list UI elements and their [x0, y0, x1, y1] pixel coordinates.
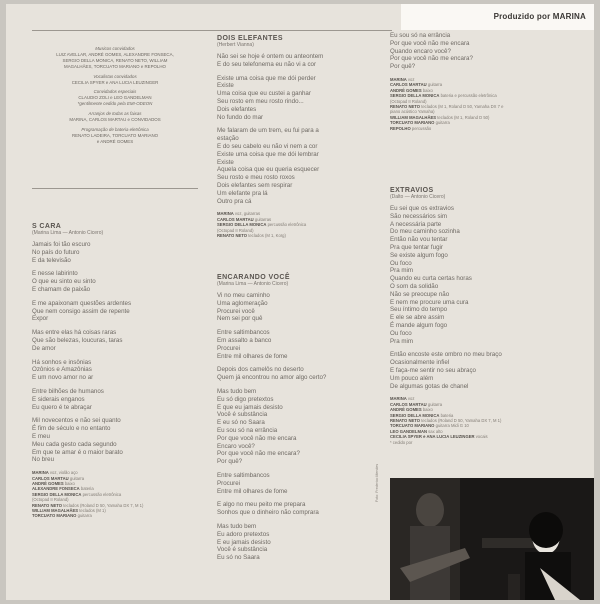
lyric-line: É mande algum fogo [390, 321, 448, 329]
musician-credit [32, 513, 143, 518]
lyric-line: Encaro você? [217, 442, 255, 450]
musician-role: teclados (M 1, Roland D 50) [437, 114, 490, 120]
lyric-line: Se existe algum fogo [390, 251, 448, 259]
musician-role: guitarra [77, 513, 92, 519]
lyric-line: Que nem consigo assim de repente [32, 307, 130, 315]
song-title: S CARA [32, 223, 62, 230]
lyric-line: Entre mil olhares de fome [217, 487, 288, 495]
lyric-line: No país do futuro [32, 248, 80, 256]
lyric-line: E que eu jamais desisto [217, 403, 283, 411]
musician-role: guitarras [254, 216, 272, 222]
lyric-line: De algumas gotas de chanel [390, 382, 469, 390]
lyric-line: Nem sei por quê [217, 315, 263, 323]
lyric-line: Eu sou só na errância [390, 32, 451, 39]
lyric-line: Mil novecentos e não sei quanto [32, 417, 121, 425]
lyric-line: Eu adoro pretextos [217, 530, 270, 538]
musician-name: MARINA [32, 470, 49, 476]
musician-role: bateria [440, 412, 454, 418]
lyric-sheet [6, 4, 594, 600]
musician-name: LEO GANDELMAN [390, 428, 427, 434]
lyric-line: Por quê? [217, 458, 243, 466]
lyric-line: É fim de século e no entanto [32, 425, 111, 433]
musician-role: baixo [422, 407, 433, 413]
lyric-line: Por que você não me encara? [390, 55, 473, 63]
lyric-line: Existe [217, 82, 234, 90]
lyric-line: Em que te amar é o maior barato [32, 448, 123, 456]
credit-line: RENATO LADEIRA, TORCUATO MARIANO [71, 132, 159, 138]
musician-name: REPOLHO [390, 125, 411, 131]
musician-name: WILLIAM MAGALHÃES [390, 114, 437, 120]
song-authors: (Herbert Vianna) [217, 42, 254, 48]
lyric-line: Entre saltimbancos [217, 329, 270, 337]
producer-banner [401, 4, 594, 30]
musician-role: voz [407, 396, 415, 402]
credit-line: CECILIA SPYER e ANA LUCIA LEUZINGER [71, 79, 159, 85]
lyric-line: Há sonhos e insônias [32, 358, 92, 366]
musician-name: ALEXANDRE FONSECA [32, 486, 80, 492]
lyric-line: E do seu telefonema eu não vi a cor [217, 60, 317, 68]
musician-role: vocais [475, 434, 488, 440]
lyric-line: Um elefante pra lá [217, 189, 268, 197]
lyric-line: No fundo do mar [217, 113, 264, 121]
divider [32, 30, 392, 31]
lyric-line: Que são belezas, loucuras, taras [32, 336, 123, 344]
lyric-line: Não se preocupe não [390, 290, 450, 298]
lyric-line: Entre mil olhares de fome [217, 352, 288, 360]
lyric-line: Uma aglomeração [217, 299, 268, 307]
musician-name: ANDRÉ GOMES [390, 407, 422, 413]
lyric-line: Não sei se hoje é ontem ou anteontem [217, 53, 324, 60]
song-extravios [390, 187, 502, 445]
musician-role: guitarra [435, 120, 450, 126]
lyric-line: Procurei [217, 344, 241, 352]
lyric-line: Entre bilhões de humanos [32, 387, 104, 395]
lyric-line: E do seu cabelo eu não vi nem a cor [217, 142, 318, 150]
lyric-line: Meu cada gesto cada segundo [32, 440, 117, 448]
musician-name: SERGIO DELLA MONICA [390, 412, 440, 418]
lyric-line: E algo no meu peito me prepara [217, 501, 306, 509]
divider [32, 188, 198, 189]
lyric-line: E meu [32, 432, 50, 440]
song-title: ENCARANDO VOCÊ [217, 274, 290, 281]
lyric-line: E da televisão [32, 256, 71, 264]
musician-role: * cedido por [390, 439, 413, 445]
lyric-line: Quem já encontrou no amor algo certo? [217, 374, 327, 382]
album-credits [32, 46, 198, 145]
musician-name: WILLIAM MAGALHÃES [32, 507, 79, 513]
credit-line: *gentilmente cedido pela EMI-ODEON [77, 101, 153, 107]
musician-role: (Octopad II Roland) [32, 497, 69, 503]
musician-role: teclados (Roland D 50, Yamaha DX 7, M 1) [421, 417, 502, 423]
musician-role: piano acústico Yamaha) [390, 109, 435, 115]
lyric-line: São necessários sim [390, 212, 448, 220]
lyric-line: E eu jamais desisto [217, 538, 271, 546]
musician-role: baixo [422, 87, 433, 93]
musician-role: percussão eletrônica [267, 222, 307, 228]
lyric-line: E chamam de paixão [32, 285, 91, 293]
lyric-line: Ocasionalmente infiel [390, 359, 450, 367]
musician-name: SERGIO DELLA MONICA [32, 491, 82, 497]
credit-line: e ANDRÉ GOMES [96, 138, 134, 144]
musician-credit [217, 233, 323, 238]
lyric-line: Do meu caminho sozinha [390, 228, 460, 236]
musician-role: baixo [64, 480, 75, 486]
lyric-line: Me falaram de um trem, eu fui para a [217, 127, 319, 135]
musician-name: MARINA [217, 211, 234, 217]
producer-label: Produzido por MARINA [493, 12, 586, 21]
musician-role: voz, guitarras [234, 211, 261, 217]
musician-credit [390, 440, 502, 445]
musician-role: bateria [80, 486, 94, 492]
lyric-line: Vi no meu caminho [217, 292, 270, 299]
lyric-line: Em assalto a banco [217, 336, 272, 344]
lyric-line: Uma coisa que eu custei a ganhar [217, 90, 311, 98]
musician-role: guitarra [69, 475, 85, 481]
lyric-line: Quando eu curta certas horas [390, 275, 472, 283]
musician-role: voz, violão aço [49, 470, 78, 476]
lyric-line: No breu [32, 456, 55, 464]
song-encarando-continued [390, 32, 503, 131]
musician-role: teclados (M 1, Korg) [248, 232, 286, 238]
musician-name: CARLOS MARTAU [32, 475, 69, 481]
lyric-line: Então não vou tentar [390, 236, 448, 244]
lyric-line: Seu rosto em meu rosto rindo... [217, 97, 304, 105]
credit-line: Arranjos de todas as faixas [88, 111, 142, 117]
musician-role: percussão [411, 125, 432, 131]
credit-line: Convidados especiais [93, 89, 137, 95]
lyric-line: E nesse labirinto [32, 270, 78, 278]
lyric-line: Mas tudo bem [217, 387, 257, 395]
musician-role: voz [407, 76, 415, 82]
credit-line: MAGALHÃES, TORCUATO MARIANO e REPOLHO [64, 63, 166, 69]
lyric-line: Seu rosto e meu rosto roxos [217, 174, 295, 182]
musician-role: guitarra Midi G 10 [435, 423, 469, 429]
musician-name: RENATO NETO [390, 417, 421, 423]
lyric-line: Aquela coisa que eu queria esquecer [217, 166, 320, 174]
band-photo-image [390, 478, 594, 600]
lyric-line: Eu quero é te abraçar [32, 403, 92, 411]
lyric-line: Sonhos que o dinheiro não comprara [217, 509, 319, 517]
credit-line: CLAUDIO ZOLI e LEO GANDELMAN [78, 95, 152, 101]
musician-name: CARLOS MARTAU [390, 82, 427, 88]
lyric-line: O que eu sinto eu sinto [32, 278, 96, 286]
musician-role: percussão eletrônica [82, 491, 122, 497]
musician-name: TORCUATO MARIANO [32, 513, 77, 519]
musician-name: ANDRÉ GOMES [390, 87, 422, 93]
lyric-line: E siderais enganos [32, 395, 85, 403]
lyric-line: Expor [32, 315, 49, 323]
lyric-line: Então encoste este ombro no meu braço [390, 351, 502, 359]
musician-name: RENATO NETO [390, 104, 421, 110]
lyric-line: A necessária parte [390, 220, 442, 228]
lyric-line: Eu só no Saara [217, 554, 260, 562]
musician-name: MARINA [390, 76, 407, 82]
lyric-line: Mas tudo bem [217, 522, 257, 530]
credit-line: MARINA, CARLOS MARTAU e CONVIDADOS [69, 117, 161, 123]
song-authors: (Marina Lima — Antonio Cicero) [217, 281, 289, 287]
lyric-line: Ou foco [390, 329, 412, 337]
musician-name: CARLOS MARTAU [390, 401, 427, 407]
song-authors: (Dalto — Antonio Cicero) [390, 194, 446, 200]
musician-role: (Octopad II Roland) [390, 98, 427, 104]
musician-name: RENATO NETO [32, 502, 63, 508]
lyric-line: E faça-me sentir no seu abraço [390, 366, 476, 374]
lyric-line: Existe [217, 158, 234, 166]
lyric-line: Mas entre elas há coisas raras [32, 329, 117, 337]
lyric-line: Por que você não me encara [217, 434, 297, 442]
lyric-line: Entre saltimbancos [217, 471, 270, 479]
musician-name: TORCUATO MARIANO [390, 120, 435, 126]
lyric-line: E ele se abre assim [390, 314, 445, 322]
song-dois-elefantes [217, 35, 323, 238]
lyric-line: Seu íntimo do tempo [390, 306, 448, 314]
credit-line: Programação de bateria eletrônica [81, 126, 149, 132]
musician-role: guitarra [427, 82, 443, 88]
lyric-line: Ozônios e Amazônias [32, 366, 92, 374]
musician-name: SERGIO DELLA MONICA [390, 93, 440, 99]
musician-name: CARLOS MARTAU [217, 216, 254, 222]
lyric-line: Existe uma coisa que me dói perder [217, 74, 316, 82]
lyric-line: Pra mim [390, 337, 414, 345]
lyric-line: Por que você não me encara? [217, 450, 300, 458]
lyric-line: Eu sou só na errância [217, 426, 278, 434]
musician-name: TORCUATO MARIANO [390, 423, 435, 429]
musician-role: (Octopad II Roland) [217, 227, 254, 233]
lyric-line: Pra mim [390, 267, 414, 275]
photo-credit: Foto: Frederico Mendes [375, 463, 379, 502]
credit-line: LUIZ AVELLAR, ANDRÉ GOMES, ALEXANDRE FONSECA, [56, 51, 174, 57]
lyric-line: O som da solidão [390, 282, 439, 290]
lyric-line: E eu só no Saara [217, 419, 265, 427]
lyric-line: Você é substância [217, 546, 268, 554]
lyric-line: Eu só digo pretextos [217, 395, 274, 403]
song-authors: (Marina Lima — Antonio Cicero) [32, 230, 104, 236]
lyric-line: E me apaixonam questões ardentes [32, 299, 132, 307]
lyric-line: Quando encaro você? [390, 47, 451, 55]
lyric-line: Você é substância [217, 411, 268, 419]
lyric-line: Por quê? [390, 63, 416, 71]
musician-name: ANDRÉ GOMES [32, 480, 64, 486]
musician-name: CECILIA SPYER e ANA LUCIA LEUZINGER [390, 434, 475, 440]
lyric-line: E nem me procure uma cura [390, 298, 469, 306]
lyric-line: Depois dos camelôs no deserto [217, 366, 304, 374]
musician-role: teclados (Roland D 50, Yamaha DX 7, M 1) [63, 502, 144, 508]
musician-role: teclados (M 1, Roland D 50, Yamaha DX 7 e [421, 104, 504, 110]
song-title: DOIS ELEFANTES [217, 35, 283, 42]
song-encarando-voce [217, 274, 326, 562]
musician-credit [390, 126, 503, 131]
lyric-line: Dois elefantes [217, 105, 257, 113]
lyric-line: Jamais foi tão escuro [32, 241, 91, 248]
song-title: EXTRAVIOS [390, 187, 434, 194]
lyric-line: Existe uma coisa que me dói lembrar [217, 150, 319, 158]
lyric-line: Um pouco além [390, 374, 434, 382]
musician-name: SERGIO DELLA MONICA [217, 222, 267, 228]
credit-line: Musicos convidados [95, 46, 135, 51]
musician-role: bateria e percussão eletrônica [440, 93, 497, 99]
song-s-cara [32, 223, 143, 519]
lyric-line: Pra que tentar fugir [390, 243, 443, 251]
musician-name: MARINA [390, 396, 407, 402]
musician-role: teclados (M 1) [79, 507, 106, 513]
lyric-line: Dois elefantes sem respirar [217, 181, 293, 189]
musician-role: sax alto [428, 428, 443, 434]
credit-line: SERGIO DELLA MONICA, RENATO NETO, WILLIAM [62, 57, 168, 63]
lyric-line: Eu sei que os extravios [390, 205, 454, 212]
lyric-line: Por que você não me encara [390, 39, 470, 47]
musician-name: RENATO NETO [217, 232, 248, 238]
band-photo [390, 478, 594, 600]
lyric-line: De amor [32, 344, 56, 352]
musician-role: guitarra [427, 401, 443, 407]
credit-line: Vocalistas convidados [93, 73, 137, 79]
lyric-line: estação [217, 135, 239, 143]
lyric-line: Procurei [217, 479, 241, 487]
lyric-line: Ou foco [390, 259, 412, 267]
lyric-line: E um novo amor no ar [32, 374, 94, 382]
lyric-line: Procurei você [217, 307, 255, 315]
lyric-line: Outro pra cá [217, 197, 252, 205]
